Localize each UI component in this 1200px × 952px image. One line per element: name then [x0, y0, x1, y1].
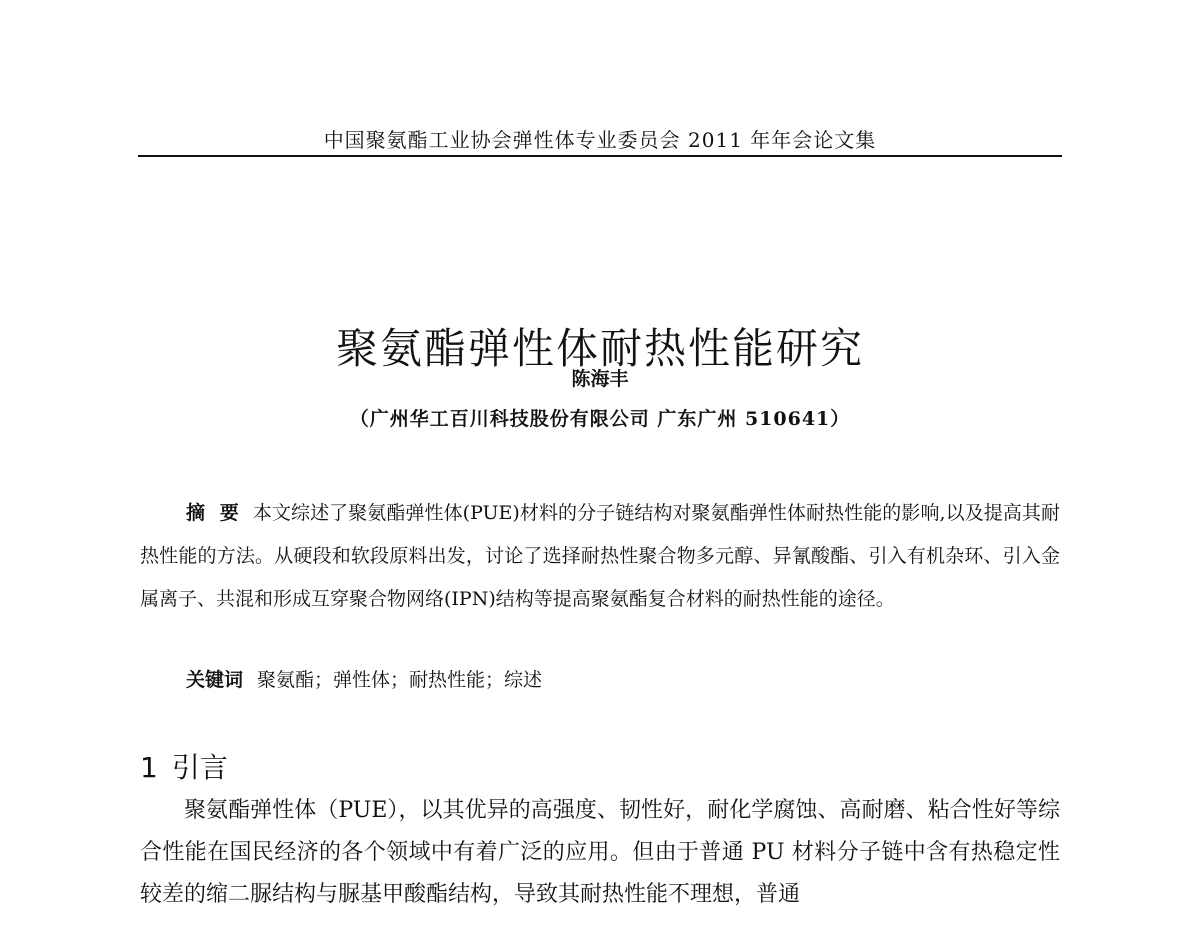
author-name: 陈海丰: [571, 368, 629, 390]
introduction-paragraph: 聚氨酯弹性体（PUE），以其优异的高强度、韧性好，耐化学腐蚀、高耐磨、粘合性好等综合性能在国民经济的各个领域中有着广泛的应用。但由于普通 PU 材料分子链中含有热稳定性较差的缩二脲结构与脲基甲酸酯结构，导致其耐热性能不理想，普通: [140, 798, 1060, 907]
running-header: 中国聚氨酯工业协会弹性体专业委员会 2011 年年会论文集: [323, 128, 877, 152]
abstract-text: 本文综述了聚氨酯弹性体(PUE)材料的分子链结构对聚氨酯弹性体耐热性能的影响,以及提高其耐热性能的方法。从硬段和软段原料出发，讨论了选择耐热性聚合物多元醇、异氰酸酯、引入有机杂环、引入金属离子、共混和形成互穿聚合物网络(IPN)结构等提高聚氨酯复合材料的耐热性能的途径。: [140, 502, 1060, 610]
section-title: 引言: [171, 751, 228, 784]
keywords: [186, 665, 1060, 692]
section-number: 1: [140, 751, 158, 784]
header-rule: [138, 155, 1062, 157]
abstract: [140, 492, 1060, 621]
paper-title: 聚氨酯弹性体耐热性能研究: [335, 324, 864, 374]
section-heading-introduction: [140, 746, 228, 786]
author-affiliation: （广州华工百川科技股份有限公司 广东广州 510641）: [349, 408, 851, 430]
keywords-label: 关键词: [186, 669, 244, 691]
keywords-text: 聚氨酯；弹性体；耐热性能；综述: [257, 669, 543, 691]
abstract-label: 摘 要: [186, 502, 243, 524]
